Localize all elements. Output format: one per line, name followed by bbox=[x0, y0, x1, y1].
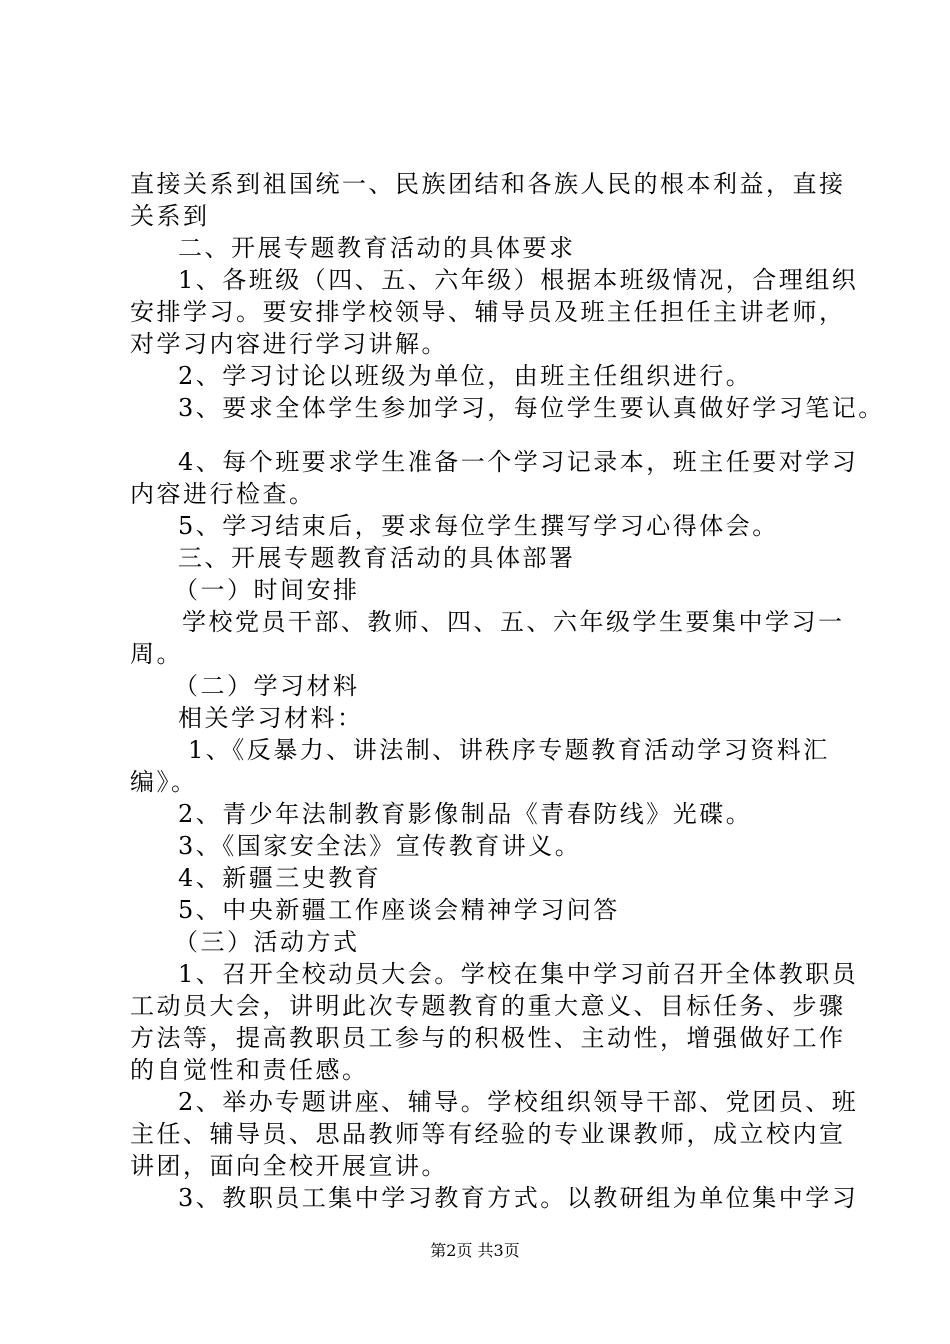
paragraph-line: 3、教职员工集中学习教育方式。以教研组为单位集中学习 bbox=[178, 1184, 859, 1212]
subsection-heading-methods: （三）活动方式 bbox=[174, 928, 360, 956]
paragraph-line: 1、召开全校动员大会。学校在集中学习前召开全体教职员 bbox=[178, 960, 859, 988]
subsection-heading-materials: （二）学习材料 bbox=[174, 672, 360, 700]
subsection-heading-time: （一）时间安排 bbox=[174, 576, 360, 604]
paragraph-line: 1、《反暴力、讲法制、讲秩序专题教育活动学习资料汇 bbox=[188, 736, 830, 764]
paragraph-line: 方法等，提高教职员工参与的积极性、主动性，增强做好工作 bbox=[130, 1024, 846, 1052]
paragraph-line: 讲团，面向全校开展宣讲。 bbox=[130, 1152, 448, 1180]
paragraph-line: 4、每个班要求学生准备一个学习记录本，班主任要对学习 bbox=[178, 448, 859, 476]
paragraph-line: 3、《国家安全法》宣传教育讲义。 bbox=[178, 832, 582, 860]
paragraph-line: 2、学习讨论以班级为单位，由班主任组织进行。 bbox=[178, 362, 753, 390]
blank-space bbox=[130, 424, 845, 446]
section-heading-3: 三、开展专题教育活动的具体部署 bbox=[178, 544, 576, 572]
paragraph-line: 的自觉性和责任感。 bbox=[130, 1056, 369, 1084]
paragraph-line: 相关学习材料： bbox=[178, 704, 364, 732]
paragraph-line: 关系到 bbox=[130, 202, 210, 230]
document-body bbox=[130, 168, 885, 1214]
paragraph-line: 2、举办专题讲座、辅导。学校组织领导干部、党团员、班 bbox=[178, 1088, 859, 1116]
paragraph-line: 3、要求全体学生参加学习，每位学生要认真做好学习笔记。 bbox=[178, 394, 885, 422]
paragraph-line: 学校党员干部、教师、四、五、六年级学生要集中学习一 bbox=[182, 608, 845, 636]
paragraph-line: 5、学习结束后，要求每位学生撰写学习心得体会。 bbox=[178, 512, 779, 540]
paragraph-line: 编》。 bbox=[130, 768, 198, 796]
paragraph-line: 周。 bbox=[130, 640, 183, 668]
paragraph-line: 对学习内容进行学习讲解。 bbox=[130, 330, 448, 358]
paragraph-line: 4、新疆三史教育 bbox=[178, 864, 382, 892]
page-number-footer: 第2页 共3页 bbox=[430, 1241, 520, 1260]
paragraph-line: 1、各班级（四、五、六年级）根据本班级情况，合理组织 bbox=[178, 266, 859, 294]
paragraph-line: 内容进行检查。 bbox=[130, 480, 316, 508]
paragraph-line: 直接关系到祖国统一、民族团结和各族人民的根本利益，直接 bbox=[130, 170, 846, 198]
paragraph-line: 工动员大会，讲明此次专题教育的重大意义、目标任务、步骤 bbox=[130, 992, 846, 1020]
paragraph-line: 主任、辅导员、思品教师等有经验的专业课教师，成立校内宣 bbox=[130, 1120, 846, 1148]
section-heading-2: 二、开展专题教育活动的具体要求 bbox=[178, 234, 576, 262]
paragraph-line: 5、中央新疆工作座谈会精神学习问答 bbox=[178, 896, 620, 924]
paragraph-line: 2、青少年法制教育影像制品《青春防线》光碟。 bbox=[178, 800, 753, 828]
paragraph-line: 安排学习。要安排学校领导、辅导员及班主任担任主讲老师， bbox=[130, 298, 846, 326]
